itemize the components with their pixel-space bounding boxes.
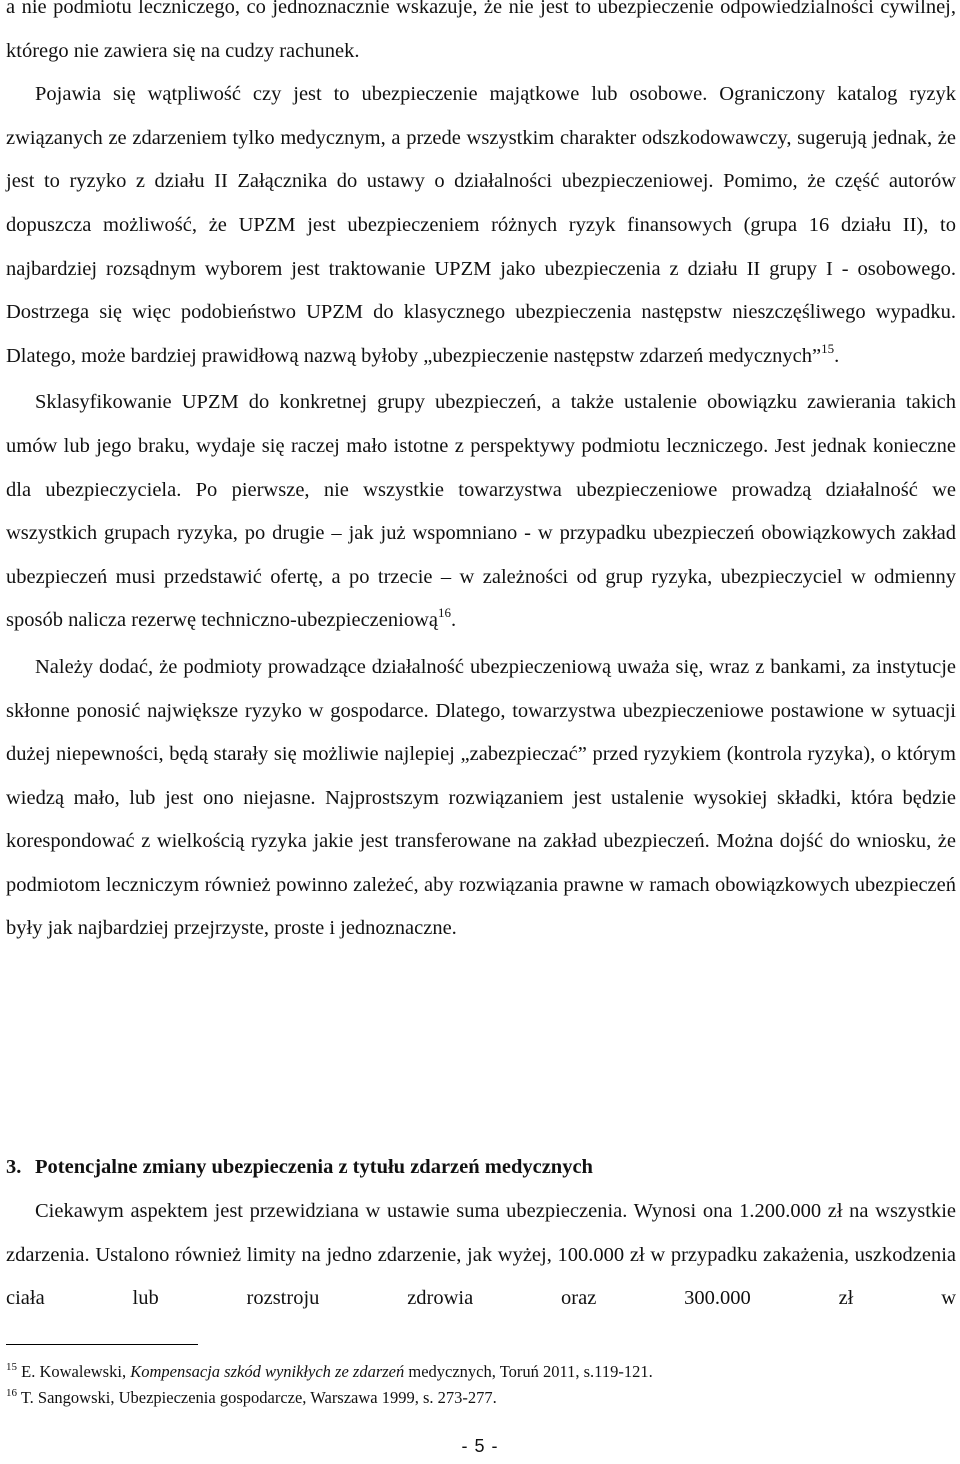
paragraph-classification bbox=[6, 381, 956, 643]
page-number: - 5 - bbox=[461, 1436, 499, 1456]
paragraph-text: Sklasyfikowanie UPZM do konkretnej grupy ubezpieczeń, a także ustalenie obowiązku zawierania takich umów lub jego braku, wydaje się raczej mało istotne z perspektywy podmiotu leczniczego. Jest jednak konieczne dla ubezpieczyciela. Po pierwsze, nie wszystkie towarzystwa ubezpieczeniowe prowadzą działalność we wszystkich grupach ryzyka, po drugie – jak już wspomniano - w przypadku ubezpieczeń obowiązkowych zakład ubezpieczeń musi przedstawić ofertę, a po trzecie – w zależności od grup ryzyka, ubezpieczyciel w odmienny sposób nalicza rezerwę techniczno-ubezpieczeniową bbox=[6, 391, 956, 632]
body-text-section bbox=[6, 1190, 956, 1321]
footnote-15 bbox=[6, 1359, 956, 1385]
footnote-ref-15[interactable]: 15 bbox=[821, 340, 835, 356]
paragraph-insurance-type bbox=[6, 73, 956, 378]
footnote-text: T. Sangowski, Ubezpieczenia gospodarcze, Warszawa 1999, s. 273-277. bbox=[20, 1388, 497, 1407]
footnote-number: 15 bbox=[6, 1360, 17, 1373]
footnotes bbox=[6, 1359, 956, 1411]
paragraph-continuation: a nie podmiotu leczniczego, co jednoznacznie wskazuje, że nie jest to ubezpieczenie odpowiedzialności cywilnej, którego nie zawiera się na cudzy rachunek. bbox=[6, 0, 956, 62]
paragraph-end: . bbox=[450, 609, 457, 632]
footnote-title: Kompensacja szkód wynikłych ze zdarzeń bbox=[130, 1362, 405, 1381]
footnote-ref-16[interactable]: 16 bbox=[437, 605, 451, 621]
section-number: 3. bbox=[6, 1156, 22, 1178]
footnote-text: E. Kowalewski, bbox=[21, 1362, 131, 1381]
paragraph-risk: Należy dodać, że podmioty prowadzące działalność ubezpieczeniową uważa się, wraz z bankami, za instytucje skłonne ponosić największe ryzyko w gospodarce. Dlatego, towarzystwa ubezpieczeniowe postawione w sytuacji dużej niepewności, będą starały się możliwie najlepiej „zabezpieczać” przed ryzykiem (kontrola ryzyka), o którym wiedzą mało, lub jest ono niejasne. Najprostszym rozwiązaniem jest ustalenie wysokiej składki, która będzie korespondować z wielkością ryzyka jakie jest transferowane na zakład ubezpieczeń. Można dojść do wniosku, że podmiotom leczniczym również powinno zależeć, aby rozwiązania prawne w ramach obowiązkowych ubezpieczeń były jak najbardziej przejrzyste, proste i jednoznaczne. bbox=[6, 655, 956, 940]
paragraph-text: Pojawia się wątpliwość czy jest to ubezpieczenie majątkowe lub osobowe. Ograniczony katalog ryzyk związanych ze zdarzeniem tylko medycznym, a przede wszystkim charakter odszkodowawczy, sugerują jednak, że jest to ryzyko z działu II Załącznika do ustawy o działalności ubezpieczeniowej. Pomimo, że część autorów dopuszcza możliwość, że UPZM jest ubezpieczeniem różnych ryzyk finansowych (grupa 16 działu II), to najbardziej rozsądnym wyborem jest traktowanie UPZM jako ubezpieczenia z działu II grupy I - osobowego. Dostrzega się więc podobieństwo UPZM do klasycznego ubezpieczenia następstw nieszczęśliwego wypadku. Dlatego, może bardziej prawidłową nazwą byłoby „ubezpieczenie następstw zdarzeń medycznych” bbox=[6, 83, 956, 367]
footnote-text-rest: medycznych, Toruń 2011, s.119-121. bbox=[404, 1362, 653, 1381]
paragraph-end: . bbox=[834, 344, 840, 367]
paragraph-sum-insured: Ciekawym aspektem jest przewidziana w ustawie suma ubezpieczenia. Wynosi ona 1.200.000 zł na wszystkie zdarzenia. Ustalono również limity na jedno zdarzenie, jak wyżej, 100.000 zł w przypadku zakażenia, uszkodzenia ciała lub rozstroju zdrowia oraz 300.000 zł w bbox=[6, 1200, 956, 1310]
footnote-number: 16 bbox=[6, 1386, 17, 1399]
section-title: Potencjalne zmiany ubezpieczenia z tytułu zdarzeń medycznych bbox=[35, 1156, 593, 1178]
section-heading bbox=[6, 1150, 956, 1184]
footnote-separator bbox=[6, 1344, 198, 1345]
body-text-upper bbox=[6, 0, 956, 951]
footnote-16 bbox=[6, 1385, 956, 1411]
